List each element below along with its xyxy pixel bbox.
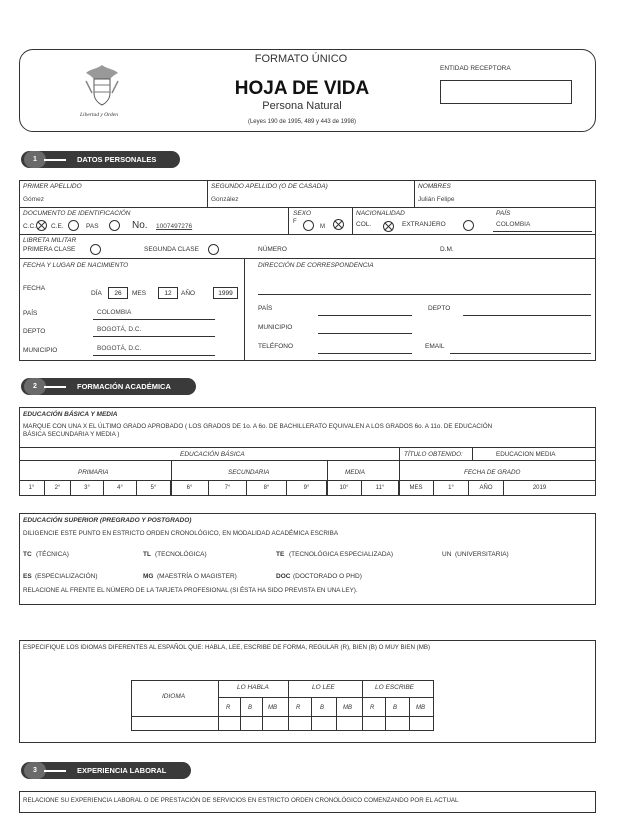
fecha-lugar-label: FECHA Y LUGAR DE NACIMIENTO [23, 262, 129, 269]
section-1-number: 1 [24, 151, 46, 168]
grad-ano-label: AÑO [469, 480, 504, 496]
pais-field[interactable]: COLOMBIA [496, 221, 531, 228]
un-code: UN [442, 551, 452, 558]
section-3-title: EXPERIENCIA LABORAL [77, 766, 167, 775]
dia-field[interactable]: 26 [108, 287, 128, 299]
tl-code: TL [143, 551, 151, 558]
pais-label: PAÍS [496, 210, 511, 217]
dir-pais-label: PAÍS [258, 305, 273, 312]
escribe-b-label: B [393, 705, 398, 711]
libreta-label: LIBRETA MILITAR [23, 237, 77, 244]
lo-escribe-header: LO ESCRIBE [375, 684, 415, 691]
titulo-obtenido-label: TÍTULO OBTENIDO: [404, 451, 463, 458]
doc-number-field[interactable]: 1007497276 [156, 223, 193, 230]
lee-r-label: R [296, 705, 301, 711]
pais-nac-label: PAÍS [23, 310, 38, 317]
habla-r-label: R [226, 705, 231, 711]
grade-cell[interactable]: 9° [287, 480, 327, 496]
extranjero-radio[interactable] [463, 220, 474, 231]
laws-reference: (Leyes 190 de 1995, 489 y 443 de 1998) [247, 119, 357, 125]
basica-instructions-2: BÁSICA SECUNDARIA Y MEDIA ) [23, 431, 120, 438]
municipio-nac-label: MUNICIPIO [23, 347, 58, 354]
escribe-r-label: R [370, 705, 375, 711]
col-label: COL. [356, 221, 372, 228]
grade-cell[interactable]: 8° [247, 480, 287, 496]
basica-title: EDUCACIÓN BÁSICA Y MEDIA [23, 411, 118, 418]
email-label: EMAIL [425, 343, 445, 350]
superior-instructions: DILIGENCIE ESTE PUNTO EN ESTRICTO ORDEN CRONOLÓGICO, EN MODALIDAD ACADÉMICA ESCRIBA [23, 530, 339, 537]
section-1-title: DATOS PERSONALES [77, 155, 157, 164]
section-2-number: 2 [24, 378, 46, 395]
form-title: HOJA DE VIDA [234, 78, 370, 99]
basica-instructions-1: MARQUE CON UNA X EL ÚLTIMO GRADO APROBADO ( LOS GRADOS DE 1o. A 6o. DE BACHILLERATO EQUIVALEN A LOS GRADOS 6o. A 11o. DE EDUCACIÓN [23, 423, 493, 430]
nombres-field[interactable]: Julián Felipe [418, 196, 455, 203]
grade-cell[interactable]: 4° [104, 480, 137, 496]
ce-label: C.E. [51, 223, 64, 230]
logo-caption: Libertad y Orden [80, 112, 118, 118]
grad-mes-field[interactable]: 1° [434, 480, 469, 496]
f-label: F [293, 219, 297, 225]
m-label: M [320, 224, 325, 230]
format-label: FORMATO ÚNICO [254, 53, 348, 65]
escribe-mb-label: MB [416, 705, 425, 711]
grade-cell[interactable]: 11° [362, 480, 399, 496]
grade-cell[interactable]: 5° [137, 480, 171, 496]
form-subtitle: Persona Natural [262, 100, 342, 112]
doc-label: DOCUMENTO DE IDENTIFICACIÓN [23, 210, 131, 217]
dir-depto-label: DEPTO [428, 305, 451, 312]
grade-cell[interactable]: 3° [71, 480, 104, 496]
tc-label: (TÉCNICA) [36, 551, 69, 558]
dir-municipio-field[interactable] [318, 333, 412, 334]
grade-cell[interactable]: 7° [209, 480, 247, 496]
media-header: MEDIA [345, 469, 365, 476]
section-2-title: FORMACIÓN ACADÉMICA [77, 382, 171, 391]
section-3-number: 3 [24, 762, 46, 779]
primer-apellido-field[interactable]: Gómez [23, 196, 44, 203]
un-label: (UNIVERSITARIA) [455, 551, 509, 558]
sexo-f-radio[interactable] [303, 220, 314, 231]
numero-label: NÚMERO [258, 246, 287, 253]
fecha-grado-header: FECHA DE GRADO [464, 469, 521, 476]
municipio-nac-field[interactable]: BOGOTÁ, D.C. [97, 345, 142, 352]
te-code: TE [276, 551, 285, 558]
dir-pais-field[interactable] [318, 315, 412, 316]
habla-b-label: B [248, 705, 253, 711]
fecha-label: FECHA [23, 285, 46, 292]
lo-habla-header: LO HABLA [237, 684, 269, 691]
no-label: No. [132, 220, 148, 231]
primera-clase-label: PRIMERA CLASE [23, 246, 76, 253]
primaria-header: PRIMARIA [78, 469, 109, 476]
cc-label: C.C. [23, 223, 36, 230]
nacionalidad-label: NACIONALIDAD [356, 210, 405, 217]
es-label: (ESPECIALIZACIÓN) [35, 573, 98, 580]
telefono-field[interactable] [318, 353, 412, 354]
nombres-label: NOMBRES [418, 183, 451, 190]
dir-municipio-label: MUNICIPIO [258, 324, 293, 331]
dir-depto-field[interactable] [463, 315, 591, 316]
te-label: (TECNOLÓGICA ESPECIALIZADA) [289, 551, 394, 558]
segunda-clase-radio[interactable] [208, 244, 219, 255]
segundo-apellido-field[interactable]: González [211, 196, 239, 203]
email-field[interactable] [450, 353, 591, 354]
segundo-apellido-label: SEGUNDO APELLIDO (O DE CASADA) [211, 183, 328, 190]
grade-cell[interactable]: 2° [45, 480, 71, 496]
depto-nac-field[interactable]: BOGOTÁ, D.C. [97, 326, 142, 333]
es-code: ES [23, 573, 32, 580]
ce-radio[interactable] [68, 220, 79, 231]
mg-label: (MAESTRÍA O MAGISTER) [157, 573, 237, 580]
entity-input-box[interactable] [440, 80, 572, 104]
telefono-label: TELÉFONO [258, 343, 294, 350]
direccion-label: DIRECCIÓN DE CORRESPONDENCIA [258, 262, 374, 269]
grades-row [19, 480, 575, 496]
entity-label: ENTIDAD RECEPTORA [440, 65, 511, 72]
ano-label: AÑO [181, 290, 196, 297]
sexo-m-radio[interactable] [333, 219, 344, 230]
dm-label: D.M. [440, 246, 454, 253]
dia-label: DÍA [91, 290, 102, 297]
tarjeta-instructions: RELACIONE AL FRENTE EL NÚMERO DE LA TARJETA PROFESIONAL (SI ÉSTA HA SIDO PREVISTA EN UNA LEY). [23, 587, 358, 594]
primer-apellido-label: PRIMER APELLIDO [23, 183, 82, 190]
pas-label: PAS [86, 223, 99, 230]
secundaria-header: SECUNDARIA [228, 469, 270, 476]
superior-title: EDUCACIÓN SUPERIOR (PREGRADO Y POSTGRADO) [23, 517, 192, 524]
depto-nac-label: DEPTO [23, 328, 46, 335]
grade-cell[interactable]: 6° [171, 480, 209, 496]
work-experience-instructions: RELACIONE SU EXPERIENCIA LABORAL O DE PRESTACIÓN DE SERVICIOS EN ESTRICTO ORDEN CRONOLÓGICO COMENZANDO POR EL ACTUAL [23, 797, 459, 804]
idioma-header: IDIOMA [162, 693, 186, 700]
primera-clase-radio[interactable] [90, 244, 101, 255]
grad-mes-label: MES [399, 480, 434, 496]
mes-label: MES [132, 290, 147, 297]
grade-cell[interactable]: 10° [327, 480, 362, 496]
doc-code: DOC [276, 573, 291, 580]
doc-label: (DOCTORADO O PHD) [293, 573, 362, 580]
edu-basica-header: EDUCACIÓN BÁSICA [180, 451, 245, 458]
lo-lee-header: LO LEE [312, 684, 335, 691]
sexo-label: SEXO [293, 210, 312, 217]
mg-code: MG [143, 573, 154, 580]
cc-radio[interactable] [36, 220, 47, 231]
lee-b-label: B [320, 705, 325, 711]
tl-label: (TECNOLÓGICA) [155, 551, 207, 558]
pais-nac-field[interactable]: COLOMBIA [97, 309, 132, 316]
titulo-obtenido-field[interactable]: EDUCACION MEDIA [496, 451, 556, 458]
grade-cell[interactable]: 1° [19, 480, 45, 496]
habla-mb-label: MB [268, 705, 277, 711]
colombia-coat-of-arms-logo [82, 63, 122, 107]
lee-mb-label: MB [343, 705, 352, 711]
mes-field[interactable]: 12 [158, 287, 178, 299]
tc-code: TC [23, 551, 32, 558]
idiomas-instructions: ESPECIFIQUE LOS IDIOMAS DIFERENTES AL ESPAÑOL QUE: HABLA, LEE, ESCRIBE DE FORMA, REGULAR (R), BIEN (B) O MUY BIEN (MB) [23, 644, 431, 651]
segunda-clase-label: SEGUNDA CLASE [144, 246, 199, 253]
col-radio[interactable] [383, 221, 394, 232]
ano-field[interactable]: 1999 [213, 287, 238, 299]
pas-radio[interactable] [109, 220, 120, 231]
direccion-field[interactable] [258, 294, 591, 295]
extranjero-label: EXTRANJERO [402, 221, 446, 228]
grad-ano-field[interactable]: 2019 [532, 485, 547, 491]
